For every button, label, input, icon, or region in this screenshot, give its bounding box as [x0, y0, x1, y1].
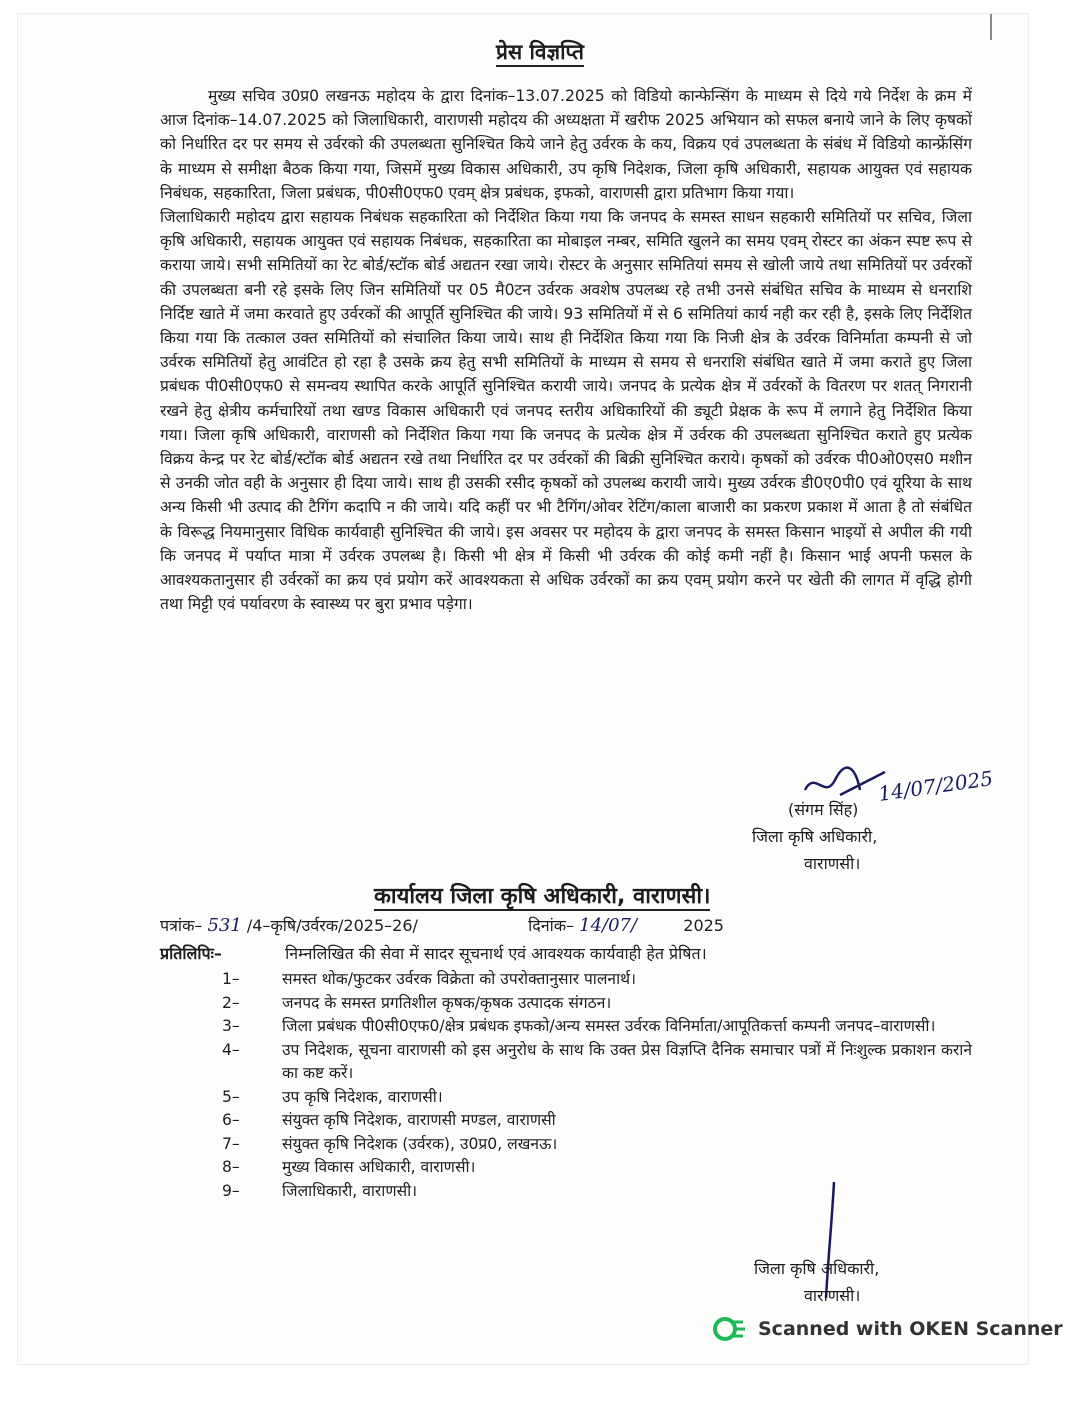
copy-to-list: [222, 968, 972, 1203]
watermark-text: Scanned with OKEN Scanner: [758, 1318, 1063, 1340]
page-edge-mark: [990, 14, 992, 40]
ref-label: पत्रांक–: [160, 916, 203, 935]
signature-date: 14/07/2025: [876, 766, 995, 806]
signatory-name: (संगम सिंह): [788, 800, 859, 819]
signatory-designation: जिला कृषि अधिकारी,: [752, 827, 878, 846]
list-item: 6– संयुक्त कृषि निदेशक, वाराणसी मण्डल, वाराणसी: [222, 1111, 556, 1129]
signature-block: [754, 1255, 879, 1309]
list-item: 2– जनपद के समस्त प्रगतिशील कृषक/कृषक उत्पादक संगठन।: [222, 993, 612, 1012]
list-item: 3– जिला प्रबंधक पी0सी0एफ0/क्षेत्र प्रबंधक इफको/अन्य समस्त उर्वरक विनिर्माता/आपूतिकर्त्ता कम्पनी जनपद–वाराणसी।: [222, 1017, 936, 1035]
list-item: 8– मुख्य विकास अधिकारी, वाराणसी।: [222, 1158, 476, 1176]
list-item: 4– उप निदेशक, सूचना वाराणसी को इस अनुरोध के साथ कि उक्त प्रेस विज्ञप्ति दैनिक समाचार पत्रों में निःशुल्क प्रकाशन कराने का कष्ट करें।: [222, 1040, 972, 1082]
paragraph: मुख्य सचिव उ0प्र0 लखनऊ महोदय के द्वारा दिनांक–13.07.2025 को विडियो कान्फेन्सिंग के माध्यम से दिये गये निर्देश के क्रम में आज दिनांक–14.07.2025 को जिलाधिकारी, वाराणसी महोदय की अध्यक्षता में खरीफ 2025 अभियान को सफल बनाये जाने के लिए कृषकों को निर्धारित दर पर समय से उर्वरको की उपलब्धता सुनिश्चित किये जाने हेतु उर्वरक के कय, विक्रय एवं उपलब्धता के संबंध में विडियो कान्फ्रेंसिंग के माध्यम से समीक्षा बैठक किया गया, जिसमें मुख्य विकास अधिकारी, उप कृषि निदेशक, जिला कृषि अधिकारी, सहायक आयुक्त एवं सहायक निबंधक, सहकारिता, जिला प्रबंधक, पी0सी0एफ0 एवम् क्षेत्र प्रबंधक, इफको, वाराणसी द्वारा प्रतिभाग किया गया।: [160, 87, 972, 202]
office-heading: कार्यालय जिला कृषि अधिकारी, वाराणसी।: [374, 884, 711, 909]
list-item: 7– संयुक्त कृषि निदेशक (उर्वरक), उ0प्र0, लखनऊ।: [222, 1134, 558, 1153]
copy-to-line: [160, 942, 970, 966]
copy-to-label: प्रतिलिपिः–: [160, 944, 222, 963]
press-release-body: [160, 84, 972, 616]
date-year: 2025: [683, 916, 724, 935]
reference-line: [160, 914, 960, 938]
signatory-place: वाराणसी।: [804, 1286, 861, 1305]
copy-to-text: निम्नलिखित की सेवा में सादर सूचनार्थ एवं आवश्यक कार्यवाही हेत प्रेषित।: [285, 944, 707, 963]
signatory-place: वाराणसी।: [804, 854, 861, 873]
date-handwritten: 14/07/: [579, 915, 638, 936]
signatory-designation: जिला कृषि अधिकारी,: [754, 1259, 880, 1278]
list-item: 9– जिलाधिकारी, वाराणसी।: [222, 1181, 418, 1200]
list-item: 5– उप कृषि निदेशक, वाराणसी।: [222, 1087, 443, 1106]
paragraph: जिलाधिकारी महोदय द्वारा सहायक निबंधक सहकारिता को निर्देशित किया गया कि जनपद के समस्त साधन सहकारी समितियों पर सचिव, जिला कृषि अधिकारी, सहायक आयुक्त एवं सहायक निबंधक, सहकारिता का मोबाइल नम्बर, समिति खुलने का समय एवम् रोस्टर का अंकन स्पष्ट रूप से कराया जाये। सभी समितियों का रेट बोर्ड/स्टॉक बोर्ड अद्यतन रखा जाये। रोस्टर के अनुसार समितियां समय से खोली जाये तथा समितियों पर उर्वरकों की उपलब्धता बनी रहे इसके लिए जिन समितियों पर 05 मै0टन उर्वरक अवशेष उपलब्ध रहे तभी उनसे संबंधित सचिव के माध्यम से धनराशि निर्दिष्ट खाते में जमा करवाते हुए उर्वरकों की आपूर्ति सुनिश्चित की जाये। 93 समितियों में से 6 समितियां कार्य नही कर रही है, इसके लिए निर्देशित किया गया कि तत्काल उक्त समितियों को संचालित किया जाये। साथ ही निर्देशित किया गया कि निजी क्षेत्र के उर्वरक विनिर्माता कम्पनी से जो उर्वरक समितियों हेतु आवंटित हो रहा है उसके क्रय हेतु सभी समितियों के माध्यम से समय से धनराशि संबंधित खाते में जमा कराते हुए जिला प्रबंधक पी0सी0एफ0 से समन्वय स्थापित करके आपूर्ति सुनिश्चित करायी जाये। जनपद के प्रत्येक क्षेत्र में उर्वरकों के वितरण पर शतत् निगरानी रखने हेतु क्षेत्रीय कर्मचारियों तथा खण्ड विकास अधिकारी एवं जनपद स्तरीय अधिकारियों की ड्यूटी प्रेक्षक के रूप में लगाने हेतु निर्देशित किया गया। जिला कृषि अधिकारी, वाराणसी को निर्देशित किया गया कि जनपद के प्रत्येक क्षेत्र में उर्वरक की उपलब्धता सुनिश्चित कराते हुए प्रत्येक विक्रय केन्द्र पर रेट बोर्ड/स्टॉक बोर्ड अद्यतन रखे तथा निर्धारित दर पर उर्वरकों की बिक्री सुनिश्चित कराये। कृषकों को उर्वरक पी0ओ0एस0 मशीन से उनकी जोत वही के अनुसार ही दिया जाये। साथ ही उसकी रसीद कृषकों को उपलब्ध करायी जाये। मुख्य उर्वरक डी0ए0पी0 एवं यूरिया के साथ अन्य किसी भी उत्पाद की टैगिंग कदापि न की जाये। यदि कहीं पर भी टैगिंग/ओवर रेटिंग/काला बाजारी का प्रकरण प्रकाश में आता है तो संबंधित के विरूद्ध नियमानुसार विधिक कार्यवाही सुनिश्चित की जाये। इस अवसर पर महोदय के द्वारा जनपद के समस्त किसान भाइयों से अपील की गयी कि जनपद में पर्याप्त मात्रा में उर्वरक उपलब्ध है। किसी भी क्षेत्र में किसी भी उर्वरक की कोई कमी नहीं है। किसान भाई अपनी फसल के आवश्यकतानुसार ही उर्वरकों का क्रय एवं प्रयोग करें आवश्यकता से अधिक उर्वरकों का क्रय एवम् प्रयोग करने पर खेती की लागत में वृद्धि होगी तथा मिट्टी एवं पर्यावरण के स्वास्थ्य पर बुरा प्रभाव पड़ेगा।: [160, 208, 972, 614]
oken-logo-icon: [712, 1316, 746, 1342]
ref-suffix: /4–कृषि/उर्वरक/2025–26/: [246, 916, 418, 935]
list-item: 1– समस्त थोक/फुटकर उर्वरक विक्रेता को उपरोक्तानुसार पालनार्थ।: [222, 970, 636, 988]
scanner-watermark: [712, 1316, 1063, 1342]
ref-number: 531: [207, 915, 242, 936]
date-label: दिनांक–: [528, 916, 575, 935]
signature-block: [752, 796, 970, 877]
page-title: प्रेस विज्ञप्ति: [0, 38, 1080, 66]
